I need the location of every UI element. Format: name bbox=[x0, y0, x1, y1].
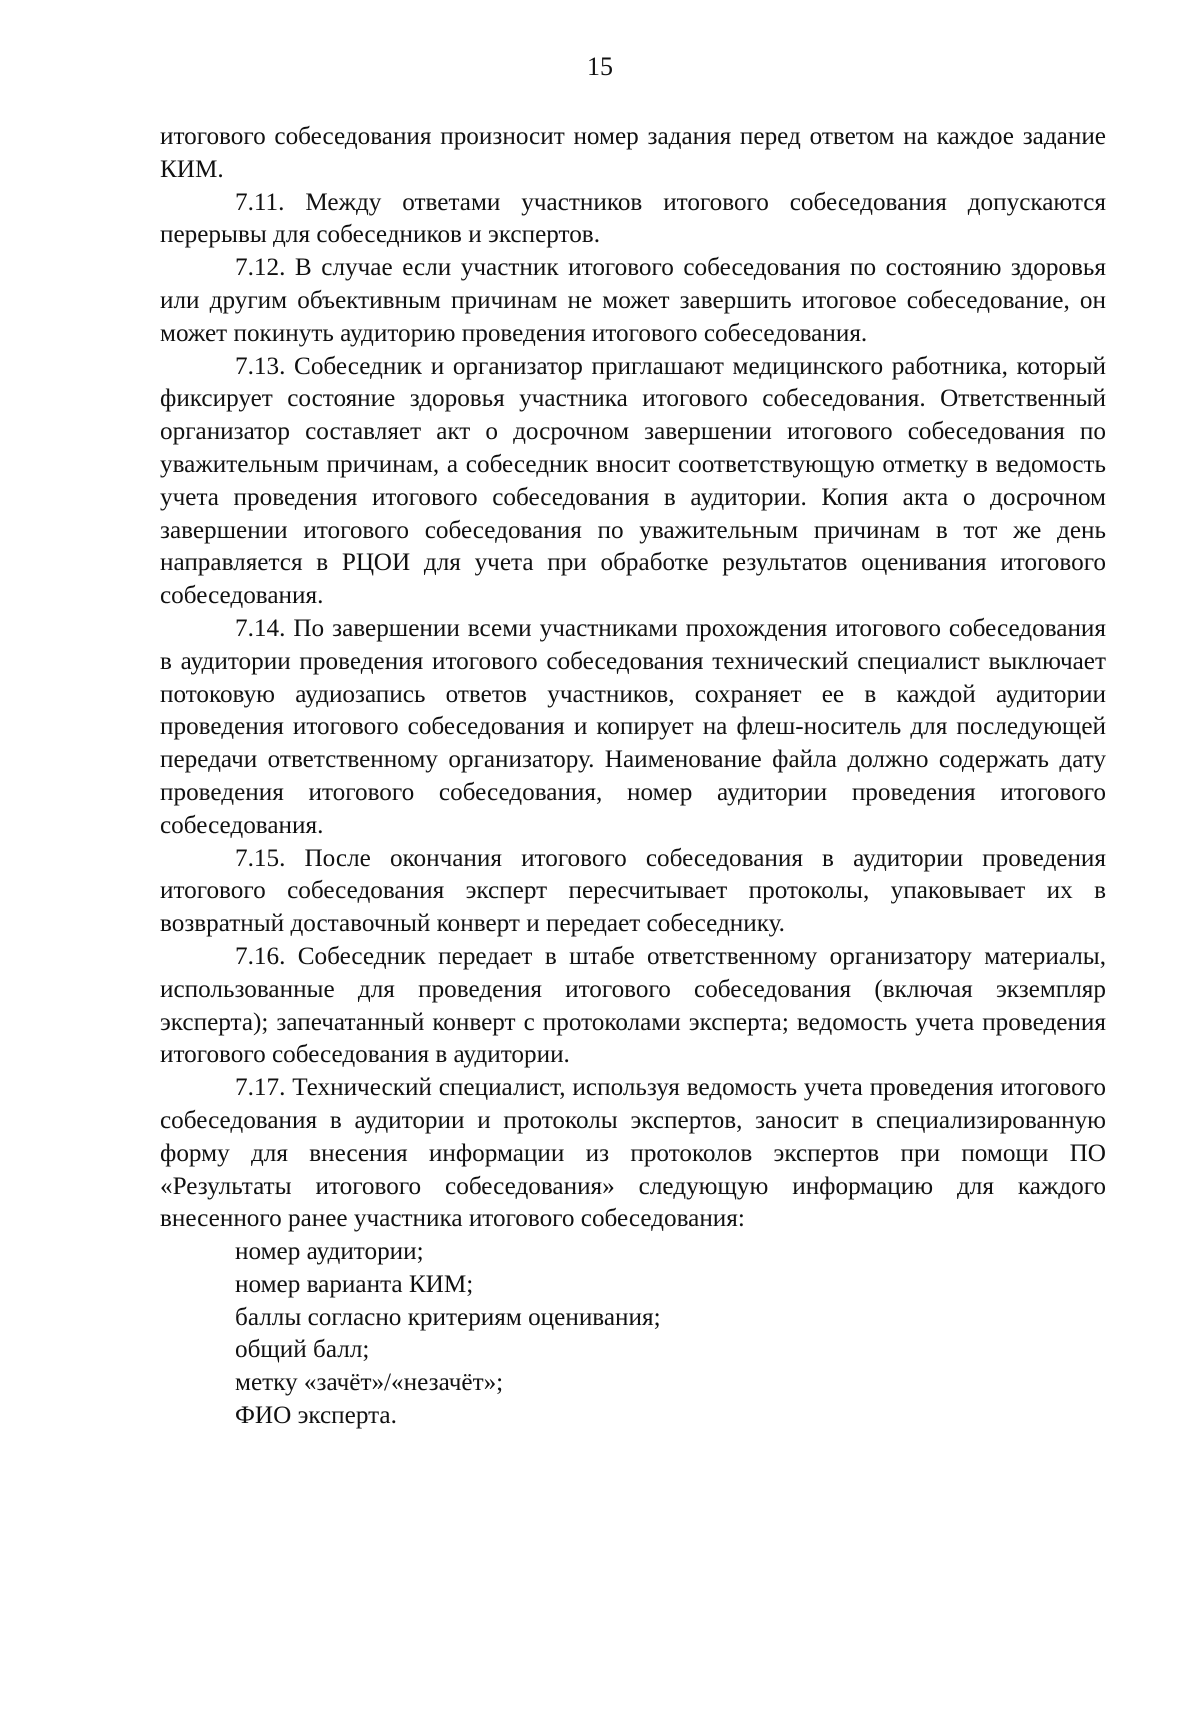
paragraph-continuation: итогового собеседования произносит номер задания перед ответом на каждое задание КИМ. bbox=[160, 123, 1106, 183]
paragraph-7-16: 7.16. Собеседник передает в штабе ответственному организатору материалы, использованные для проведения итогового собеседования (включая экземпляр эксперта); запечатанный конверт с протоколами эксперта; ведомость учета проведения итогового собеседования в аудитории. bbox=[160, 942, 1106, 1069]
list-item: баллы согласно критериям оценивания; bbox=[235, 1303, 661, 1331]
page-number: 15 bbox=[587, 52, 613, 81]
list-item: общий балл; bbox=[235, 1336, 370, 1364]
paragraph-7-14: 7.14. По завершении всеми участниками прохождения итогового собеседования в аудитории проведения итогового собеседования технический специалист выключает потоковую аудиозапись ответов участников, сохраняет ее в каждой аудитории проведения итогового собеседования и копирует на флеш-носитель для последующей передачи ответственному организатору. Наименование файла должно содержать дату проведения итогового собеседования, номер аудитории проведения итогового собеседования. bbox=[160, 614, 1106, 839]
list-item: ФИО эксперта. bbox=[235, 1402, 397, 1430]
paragraph-7-11: 7.11. Между ответами участников итогового собеседования допускаются перерывы для собеседников и экспертов. bbox=[160, 188, 1106, 249]
paragraph-7-15: 7.15. После окончания итогового собеседования в аудитории проведения итогового собеседования эксперт пересчитывает протоколы, упаковывает их в возвратный доставочный конверт и передает собеседнику. bbox=[160, 844, 1106, 938]
list-item: номер варианта КИМ; bbox=[235, 1270, 474, 1298]
paragraph-7-12: 7.12. В случае если участник итогового собеседования по состоянию здоровья или другим объективным причинам не может завершить итоговое собеседование, он может покинуть аудиторию проведения итогового собеседования. bbox=[160, 254, 1106, 347]
list-item: номер аудитории; bbox=[235, 1238, 424, 1266]
paragraph-7-13: 7.13. Собеседник и организатор приглашают медицинского работника, который фиксирует состояние здоровья участника итогового собеседования. Ответственный организатор составляет акт о досрочном завершении итогового собеседования по уважительным причинам, а собеседник вносит соответствующую отметку в ведомость учета проведения итогового собеседования в аудитории. Копия акта о досрочном завершении итогового собеседования по уважительным причинам в тот же день направляется в РЦОИ для учета при обработке результатов оценивания итогового собеседования. bbox=[160, 352, 1106, 610]
paragraph-7-17: 7.17. Технический специалист, используя ведомость учета проведения итогового собеседования в аудитории и протоколы экспертов, заносит в специализированную форму для внесения информации из протоколов экспертов при помощи ПО «Результаты итогового собеседования» следующую информацию для каждого внесенного ранее участника итогового собеседования: bbox=[160, 1074, 1106, 1233]
list-item: метку «зачёт»/«незачёт»; bbox=[235, 1369, 504, 1397]
info-list bbox=[160, 1236, 1106, 1433]
document-body bbox=[160, 121, 1106, 1433]
